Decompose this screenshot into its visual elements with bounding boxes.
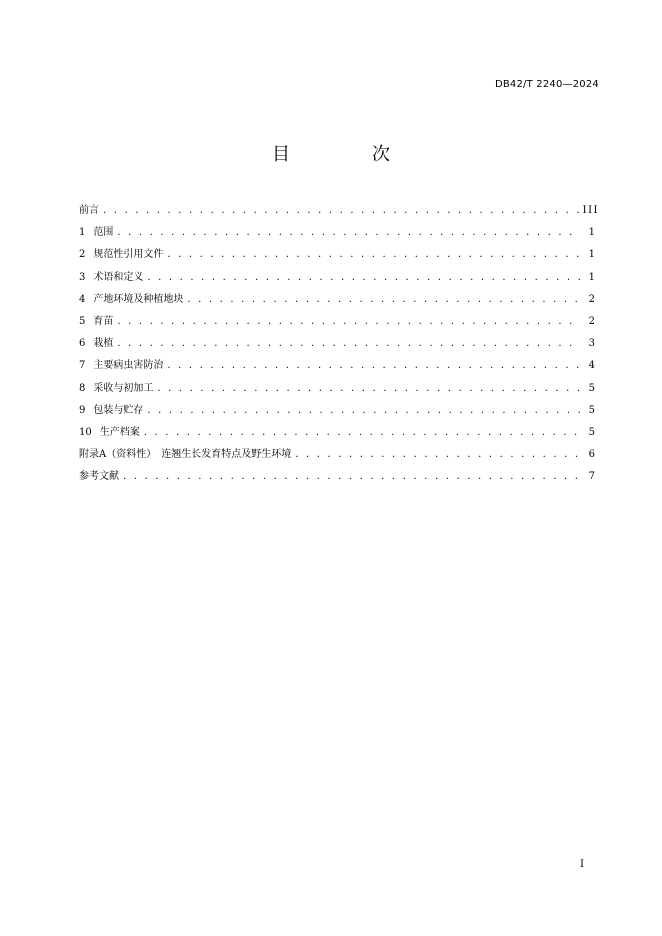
table-of-contents [79,200,599,488]
toc-item-number: 4 [79,293,86,305]
toc-leader-dots [117,222,581,244]
toc-leader-dots [147,400,581,422]
toc-item-appendix-a[interactable] [79,444,599,466]
toc-leader-dots [157,378,581,400]
toc-item-number: 3 [79,271,86,283]
toc-item-page: III [582,205,599,216]
toc-item-page: 2 [588,293,595,305]
toc-item-label: 前言 [79,205,99,216]
toc-leader-dots [167,355,581,377]
toc-item-page: 1 [588,227,595,239]
toc-item-page: 2 [588,315,595,327]
toc-item-page: 4 [588,360,595,372]
toc-item-scope[interactable] [79,222,599,244]
toc-item-page: 1 [588,271,595,283]
toc-item-label: 术语和定义 [93,271,144,283]
toc-item-page: 5 [588,426,595,438]
toc-item-bibliography[interactable] [79,466,599,488]
page-title: 目 次 [272,144,422,165]
toc-item-number: 2 [79,249,86,261]
toc-item-label: 栽植 [93,338,114,350]
toc-leader-dots [117,311,581,333]
toc-leader-dots [295,444,581,466]
toc-item-label: 包装与贮存 [93,404,144,416]
toc-item-page: 5 [588,382,595,394]
toc-item-number: 6 [79,338,86,350]
toc-item-label: 采收与初加工 [93,382,154,394]
toc-leader-dots [187,289,581,311]
toc-item-number: 5 [79,315,86,327]
toc-item-number: 10 [79,426,92,438]
toc-item-number: 9 [79,404,86,416]
toc-item-page: 1 [588,249,595,261]
toc-item-label: 生产档案 [99,426,140,438]
toc-leader-dots [123,466,581,488]
toc-item-label: 主要病虫害防治 [93,360,164,372]
toc-item-environment[interactable] [79,289,599,311]
toc-item-label: 参考文献 [79,471,119,483]
toc-leader-dots [147,267,581,289]
toc-item-normative-references[interactable] [79,244,599,266]
toc-leader-dots [167,244,581,266]
toc-item-page: 6 [588,449,595,461]
toc-item-page: 3 [588,338,595,350]
toc-item-label: 范围 [93,227,114,239]
standard-code: DB42/T 2240—2024 [494,79,599,90]
toc-item-label: 产地环境及种植地块 [93,293,184,305]
toc-leader-dots [144,422,581,444]
toc-item-number: 8 [79,382,86,394]
toc-item-records[interactable] [79,422,599,444]
toc-item-page: 7 [588,471,595,483]
toc-item-number: 1 [79,227,86,239]
toc-leader-dots [117,333,581,355]
toc-item-pest-control[interactable] [79,355,599,377]
toc-item-label: 育苗 [93,315,114,327]
toc-item-harvest[interactable] [79,378,599,400]
page-number: I [580,859,584,870]
toc-item-planting[interactable] [79,333,599,355]
toc-item-terms[interactable] [79,267,599,289]
toc-leader-dots [103,200,579,222]
toc-item-packaging[interactable] [79,400,599,422]
toc-item-label: 附录A（资料性） 连翘生长发育特点及野生环境 [79,449,292,461]
toc-item-number: 7 [79,360,86,372]
toc-item-foreword[interactable] [79,200,599,222]
toc-item-seedling[interactable] [79,311,599,333]
toc-item-page: 5 [588,404,595,416]
toc-item-label: 规范性引用文件 [93,249,164,261]
